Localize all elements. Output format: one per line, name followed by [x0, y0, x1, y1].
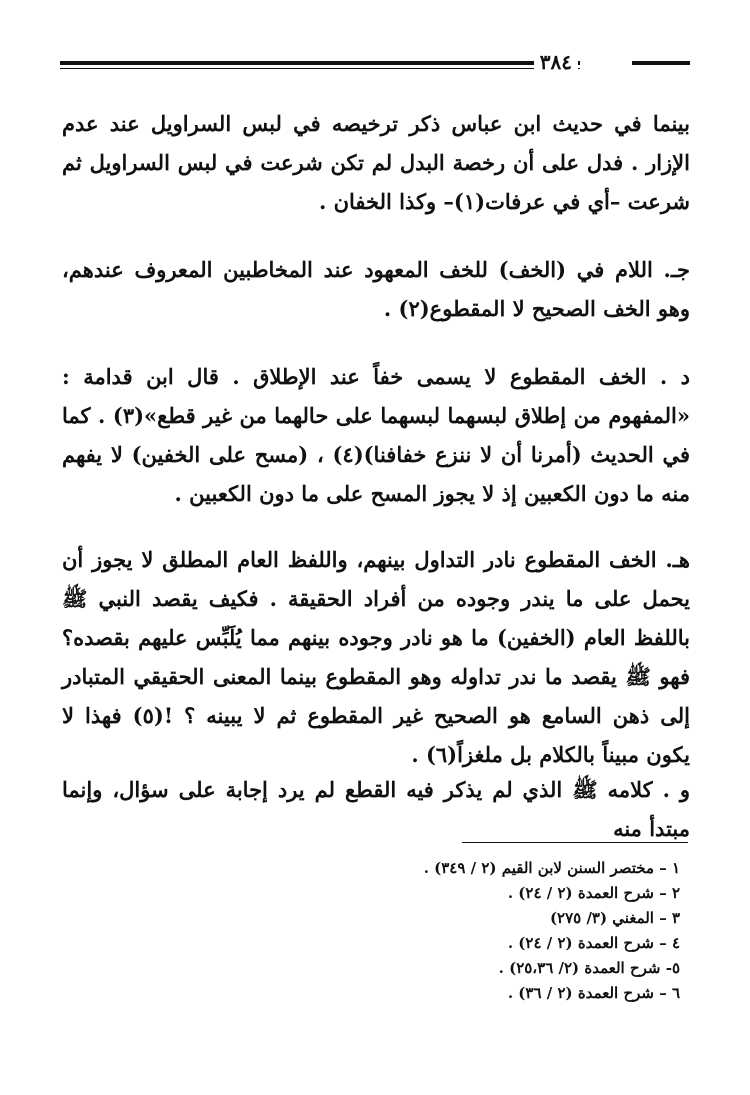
page-header [60, 52, 690, 78]
paragraph-jim [62, 250, 690, 328]
paragraph-lead: هـ. [665, 547, 690, 572]
paragraph-lead: جـ. [663, 257, 690, 282]
paragraph-lead: و . [662, 777, 691, 802]
footnote-4: ٤ – شرح العمدة (٢ / ٢٤) . [507, 934, 680, 952]
footnote-3: ٣ – المغني (٣/ ٢٧٥) [549, 909, 680, 927]
footnote-divider [462, 842, 688, 843]
paragraph-text: اللام في (الخف) للخف المعهود عند المخاطبين المعروف عندهم، وهو الخف الصحيح لا المقطوع(٢) . [62, 257, 690, 321]
header-rule-right [632, 61, 690, 65]
paragraph-1 [62, 104, 690, 221]
footnote-2: ٢ – شرح العمدة (٢ / ٢٤) . [507, 884, 680, 902]
paragraph-text: الخف المقطوع لا يسمى خفاً عند الإطلاق . قال ابن قدامة : «المفهوم من إطلاق لبسهما لبسهما على حالهما من غير قطع»(٣) . كما في الحديث (أمرنا أن لا ننزع خفافنا)(٤) ، (مسح على الخفين) لا يفهم منه ما دون الكعبين إذ لا يجوز المسح على ما دون الكعبين . [62, 364, 691, 506]
paragraph-waw [62, 770, 690, 848]
header-rule-thick [60, 61, 580, 65]
page-number: ٣٨٤ [534, 50, 578, 74]
footnote-1: ١ – مختصر السنن لابن القيم (٢ / ٣٤٩) . [423, 859, 680, 877]
paragraph-text: بينما في حديث ابن عباس ذكر ترخيصه في لبس السراويل عند عدم الإزار . فدل على أن رخصة البدل لم تكن شرعت في لبس السراويل ثم شرعت –أي في عرفات(١)– وكذا الخفان . [62, 111, 690, 214]
footnotes [320, 856, 680, 1006]
paragraph-text: الخف المقطوع نادر التداول بينهم، واللفظ العام المطلق لا يجوز أن يحمل على ما يندر وجوده من أفراد الحقيقة . فكيف يقصد النبي ﷺ باللفظ العام (الخفين) ما هو نادر وجوده بينهم مما يُلَبِّس عليهم بقصده؟ فهو ﷺ يقصد ما ندر تداوله وهو المقطوع بينما المعنى الحقيقي المتبادر إلى ذهن السامع هو الصحيح غير المقطوع ثم لا يبينه ؟ !(٥) فهذا لا يكون مبيناً بالكلام بل ملغزاً(٦) . [62, 547, 690, 767]
paragraph-lead: د . [659, 364, 690, 389]
footnote-6: ٦ – شرح العمدة (٢ / ٣٦) . [507, 984, 680, 1002]
header-rule-thin [60, 68, 580, 69]
paragraph-text: كلامه ﷺ الذي لم يذكر فيه القطع لم يرد إجابة على سؤال، وإنما مبتدأ منه [62, 777, 690, 841]
footnote-5: ٥- شرح العمدة (٢/ ٢٥،٣٦) . [498, 959, 680, 977]
paragraph-ha [62, 540, 690, 774]
paragraph-dal [62, 357, 690, 513]
